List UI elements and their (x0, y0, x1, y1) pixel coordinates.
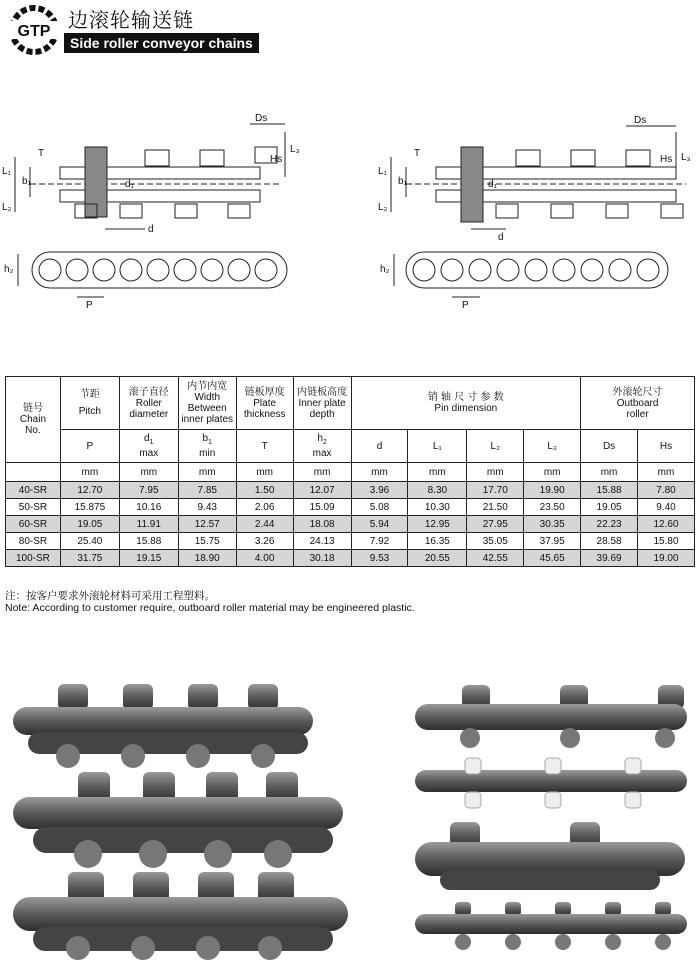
product-photo-right (410, 680, 692, 965)
label-d1: d₁ (125, 179, 134, 190)
label-l3-r: L₃ (681, 152, 691, 163)
table-row: 80-SR 25.40 15.88 15.75 3.26 24.13 7.92 16.35 35.05 37.95 28.58 15.80 (6, 533, 695, 550)
title-cn: 边滚轮输送链 (68, 8, 194, 32)
label-t: T (38, 148, 45, 159)
spec-table (5, 376, 695, 567)
hdr-plate: 链板厚度 Plate thickness (236, 377, 293, 430)
table-row: 60-SR 19.05 11.91 12.57 2.44 18.08 5.94 12.95 27.95 30.35 22.23 12.60 (6, 516, 695, 533)
label-h2-r: h₂ (380, 264, 390, 275)
diagram-left (0, 112, 300, 312)
sym-l1: L₁ (408, 430, 467, 463)
unit-cell: mm (236, 463, 293, 482)
chain-photo-5 (415, 758, 687, 808)
hdr-depth: 内链板高度 Inner plate depth (293, 377, 351, 430)
label-b1-r: b₁ (398, 176, 407, 187)
label-d1-r: d₁ (488, 179, 497, 190)
chain-photo-3 (13, 872, 348, 960)
sym-h2: $h_2$ max (293, 430, 351, 463)
sym-hs: Hs (638, 430, 695, 463)
label-p: P (86, 300, 93, 311)
label-l2: L₂ (2, 202, 12, 213)
chain-photo-4 (415, 685, 687, 748)
sym-l2: L₂ (467, 430, 524, 463)
unit-cell: mm (467, 463, 524, 482)
sym-ds: Ds (581, 430, 638, 463)
label-ds-r: Ds (634, 115, 647, 126)
label-l1: L₁ (2, 166, 11, 177)
unit-cell: mm (351, 463, 408, 482)
chain-photo-6 (415, 822, 685, 890)
table-row: 50-SR 15.875 10.16 9.43 2.06 15.09 5.08 10.30 21.50 23.50 19.05 9.40 (6, 499, 695, 516)
label-h2: h₂ (4, 264, 14, 275)
unit-cell: mm (638, 463, 695, 482)
unit-cell: mm (293, 463, 351, 482)
table-row: 100-SR 31.75 19.15 18.90 4.00 30.18 9.53 20.55 42.55 45.65 39.69 19.00 (6, 550, 695, 567)
hdr-pitch: 节距 Pitch (60, 377, 119, 430)
note-en: Note: According to customer require, outboard roller material may be engineered plastic. (5, 602, 415, 614)
title-en: Side roller conveyor chains (64, 33, 259, 53)
hdr-pin: 销 轴 尺 寸 参 数 Pin dimension (351, 377, 581, 430)
gtp-logo (5, 4, 63, 56)
label-p-r: P (462, 300, 469, 311)
sym-t: T (236, 430, 293, 463)
sym-p: P (60, 430, 119, 463)
unit-cell: mm (581, 463, 638, 482)
product-photo-left (8, 672, 353, 962)
unit-cell: mm (178, 463, 236, 482)
label-d: d (148, 224, 154, 235)
label-t-r: T (414, 148, 421, 159)
chain-photo-2 (13, 772, 343, 868)
table-row: 40-SR 12.70 7.95 7.85 1.50 12.07 3.96 8.30 17.70 19.90 15.88 7.80 (6, 482, 695, 499)
diagram-right (376, 112, 696, 312)
note-cn: 注：按客户要求外滚轮材料可采用工程塑料。 (5, 590, 215, 602)
sym-b1: $b_1$ min (178, 430, 236, 463)
unit-cell: mm (408, 463, 467, 482)
label-d-r: d (498, 232, 504, 243)
sym-l3: L₃ (524, 430, 581, 463)
hdr-chain-no: 链号 Chain No. (6, 377, 61, 463)
hdr-width: 内节内宽 Width Between inner plates (178, 377, 236, 430)
logo-text: GTP (17, 23, 51, 40)
hdr-roller: 滚子直径 Roller diameter (119, 377, 178, 430)
label-ds: Ds (255, 113, 268, 124)
unit-cell: mm (119, 463, 178, 482)
hdr-outboard: 外滚轮尺寸 Outboard roller (581, 377, 695, 430)
sym-d1: $d_1$ max (119, 430, 178, 463)
label-hs: Hs (270, 154, 283, 165)
label-l3: L₃ (290, 144, 300, 155)
unit-cell: mm (60, 463, 119, 482)
unit-cell (6, 463, 61, 482)
page-header (0, 0, 699, 60)
label-l1-r: L₁ (378, 166, 387, 177)
chain-photo-7 (415, 902, 687, 950)
label-hs-r: Hs (660, 154, 673, 165)
label-b1: b₁ (22, 176, 31, 187)
unit-cell: mm (524, 463, 581, 482)
chain-photo-1 (13, 684, 313, 768)
sym-pin-d: d (351, 430, 408, 463)
label-l2-r: L₂ (378, 202, 388, 213)
